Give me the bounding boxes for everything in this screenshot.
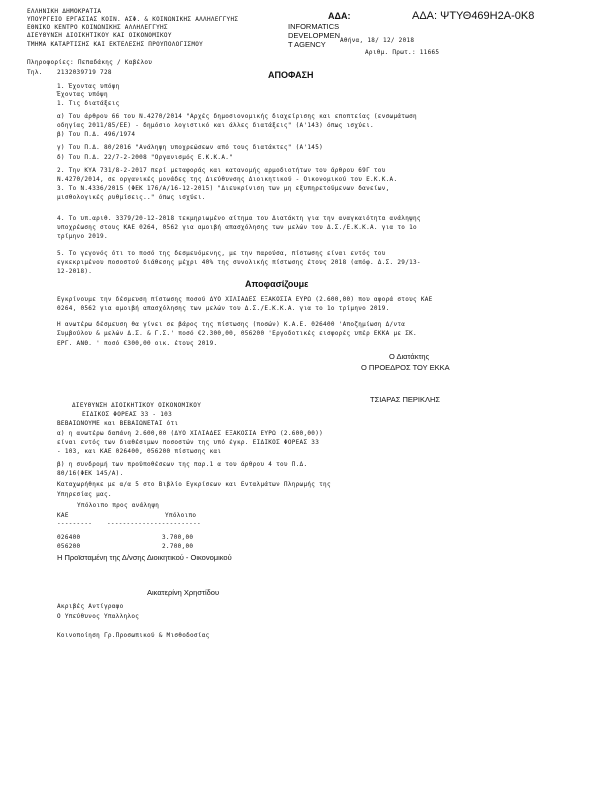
cc-line: Κοινοποίηση Γρ.Προσωπικού & Μισθοδοσίας [57, 632, 210, 639]
consideration-line: 3. Το Ν.4336/2015 (ΦΕΚ 176/Α/16-12-2015) "Διευκρίνιση των μη εξυπηρετούμενων δανείων, [57, 185, 390, 192]
cert-heading-line: ΔΙΕΥΘΥΝΣΗ ΔΙΟΙΚΗΤΙΚΟΥ ΟΙΚΟΝΟΜΙΚΟΥ [72, 402, 202, 409]
consideration-line: α) Του άρθρου 66 του Ν.4270/2014 "Αρχές δημοσιονομικής διαχείρισης και εποπτείας (ενσωμάτωση [57, 113, 417, 120]
org-line-1: ΕΛΛΗΝΙΚΗ ΔΗΜΟΚΡΑΤΙΑ [27, 8, 102, 15]
consideration-line: 12-2018). [57, 268, 93, 275]
org-line-6: Πληροφορίες: Πεπαδάκης / Καβέλου [27, 59, 153, 66]
table-row-amount: 3.700,00 [162, 534, 194, 541]
cert-heading-line: ΒΕΒΑΙΩΝΟΥΜΕ και ΒΕΒΑΙΩΝΕΤΑΙ ότι [57, 420, 179, 427]
ada-value: ΑΔΑ: ΨΤΥΘ469Η2Α-0Κ8 [412, 10, 535, 22]
stamp-overlay-2: DEVELOPMEN [288, 31, 341, 40]
signatory-title: Ο ΠΡΟΕΔΡΟΣ ΤΟΥ ΕΚΚΑ [361, 363, 450, 372]
date-line: Αθήνα, 18/ 12/ 2018 [340, 37, 415, 44]
org-line-5: ΤΜΗΜΑ ΚΑΤΑΡΤΙΣΗΣ ΚΑΙ ΕΚΤΕΛΕΣΗΣ ΠΡΟΥΠΟΛΟΓΙΣΜΟΥ [27, 41, 204, 48]
table-rule-kae: --------- [57, 520, 93, 527]
consideration-line: οδηγίας 2011/85/ΕΕ) - δημόσιο λογιστικό και άλλες διατάξεις" (Α'143) όπως ισχύει. [57, 122, 374, 129]
responsible-employee: Ο Υπεύθυνος Υπαλληλος [57, 613, 140, 620]
phone-value: 2132039719 728 [57, 69, 112, 76]
page-title: ΑΠΟΦΑΣΗ [268, 70, 314, 80]
decision-line: ΕΡΓ. ΑΝΘ. ' ποσό €300,00 οικ. έτους 2019. [57, 340, 218, 347]
consideration-line: μισθολογικές ρυθμίσεις.." όπως ισχύει. [57, 194, 206, 201]
table-row-amount: 2.700,00 [162, 543, 194, 550]
org-line-4: ΔΙΕΥΘΥΝΣΗ ΔΙΟΙΚΗΤΙΚΟΥ ΚΑΙ ΟΙΚΟΝΟΜΙΚΟΥ [27, 32, 172, 39]
decision-line: Συμβούλου & μελών Δ.Σ. & Γ.Σ.' ποσό €2.300,00, 056200 'Εργοδοτικές εισφορές υπέρ ΕΚΚΑ με ΣΚ. [57, 330, 417, 337]
stamp-overlay-3: T AGENCY [288, 40, 326, 49]
table-rule-balance: ------------------------ [107, 520, 201, 527]
consideration-line: β) Του Π.Δ. 496/1974 [57, 131, 136, 138]
table-header-balance: Υπόλοιπο [165, 512, 197, 519]
cert-signatory-role: Η Προϊσταμένη της Δ/νσης Διοικητικού - Οικονομικού [57, 553, 232, 562]
org-line-3: ΕΘΝΙΚΟ ΚΕΝΤΡΟ ΚΟΙΝΩΝΙΚΗΣ ΑΛΛΗΛΕΓΓΥΗΣ [27, 24, 168, 31]
consideration-line: Ν.4270/2014, σε οργανικές μονάδες της Διεύθυνσης Διοικητικού - Οικονομικού του Ε.Κ.Κ.Α. [57, 176, 398, 183]
cert-heading-line: ΕΙΔΙΚΟΣ ΦΟΡΕΑΣ 33 - 103 [82, 411, 172, 418]
consideration-line: τρίμηνο 2019. [57, 233, 108, 240]
cert-body-line: Καταχωρήθηκε με α/α 5 στο Βιβλίο Εγκρίσεων και Ενταλμάτων Πληρωμής της [57, 481, 331, 488]
cert-body-line: 80/16(ΦΕΚ 145/Α). [57, 470, 124, 477]
cert-body-line: είναι εντός των διαθέσιμων ποσοστών της υπό έγκρ. ΕΙΔΙΚΟΣ ΦΟΡΕΑΣ 33 [57, 439, 320, 446]
consideration-line: 1. Έχοντας υπόψη [57, 83, 120, 90]
consideration-line: υποχρέωσης στους ΚΑΕ 0264, 0562 για αμοιβή απασχόλησης των μελών του Δ.Σ./Ε.Κ.Κ.Α. για το 1ο [57, 224, 417, 231]
cert-body-line: - 103, και ΚΑΕ 026400, 056200 πίστωσης και [57, 448, 222, 455]
consideration-line: δ) Του Π.Δ. 22/7-2-2008 "Οργανισμός Ε.Κ.Κ.Α." [57, 154, 234, 161]
consideration-line: 1. Τις διατάξεις [57, 100, 120, 107]
org-line-2: ΥΠΟΥΡΓΕΙΟ ΕΡΓΑΣΙΑΣ ΚΟΙΝ. ΑΣΦ. & ΚΟΙΝΩΝΙΚΗΣ ΑΛΛΗΛΕΓΓΥΗΣ [27, 16, 239, 23]
protocol-line: Αριθμ. Πρωτ.: 11665 [365, 49, 440, 56]
decision-line: Η ανωτέρω δέσμευση θα γίνει σε βάρος της πίστωσης (ποσών) Κ.Α.Ε. 026400 'Αποζημίωση Δ/ντα [57, 321, 406, 328]
consideration-line: γ) Του Π.Δ. 80/2016 "Ανάληψη υποχρεώσεων από τους διατάκτες" (Α'145) [57, 144, 324, 151]
stamp-overlay-1: INFORMATICS [288, 22, 340, 31]
decision-heading: Αποφασίζουμε [245, 279, 309, 289]
consideration-line: 5. Το γεγονός ότι το ποσό της δεσμευόμενης, με την παρούσα, πίστωσης είναι εντός του [57, 250, 386, 257]
table-header-kae: ΚΑΕ [57, 512, 69, 519]
cert-signatory-name: Αικατερίνη Χρηστίδου [147, 588, 220, 597]
decision-line: 0264, 0562 για αμοιβή απασχόλησης των μελών του Δ.Σ./Ε.Κ.Κ.Α. για το 1ο τρίμηνο 2019. [57, 305, 390, 312]
table-row-kae: 056200 [57, 543, 81, 550]
ada-label: ΑΔΑ: [328, 11, 351, 21]
signatory-role: Ο Διατάκτης [389, 352, 430, 361]
cert-body-line: β) η συνδρομή των προϋποθέσεων της παρ.1 α του άρθρου 4 του Π.Δ. [57, 461, 308, 468]
cert-body-line: α) η ανωτέρω δαπάνη 2.600,00 (ΔΥΟ ΧΙΛΙΑΔΕΣ ΕΞΑΚΟΣΙΑ ΕΥΡΩ (2.600,00)) [57, 430, 324, 437]
phone-label: Τηλ. [27, 69, 43, 76]
table-row-kae: 026400 [57, 534, 81, 541]
decision-line: Εγκρίνουμε την δέσμευση πίστωσης ποσού ΔΥΟ ΧΙΛΙΑΔΕΣ ΕΞΑΚΟΣΙΑ ΕΥΡΩ (2.600,00) που αφορά στους ΚΑΕ [57, 296, 433, 303]
cert-body-line: Υπηρεσίας μας. [57, 491, 112, 498]
balance-table-title: Υπόλοιπο προς ανάληψη [77, 502, 160, 509]
consideration-line: Έχοντας υπόψη [57, 91, 108, 98]
exact-copy-label: Ακριβές Αντίγραφο [57, 603, 124, 610]
consideration-line: 2. Την ΚΥΑ 731/8-2-2017 περί μεταφοράς και κατανομής αρμοδιοτήτων του άρθρου 69Γ του [57, 167, 386, 174]
consideration-line: 4. Το υπ.αριθ. 3379/20-12-2018 τεκμηριωμένο αίτημα του Διατάκτη για την αναγκαιότητα ανάληψης [57, 215, 421, 222]
signatory-name: ΤΣΙΑΡΑΣ ΠΕΡΙΚΛΗΣ [370, 395, 441, 404]
consideration-line: εγκεκριμένου ποσοστού διάθεσης μέχρι 40% της συνολικής πίστωσης έτους 2018 (απόφ. Δ.Σ. 29/13- [57, 259, 421, 266]
